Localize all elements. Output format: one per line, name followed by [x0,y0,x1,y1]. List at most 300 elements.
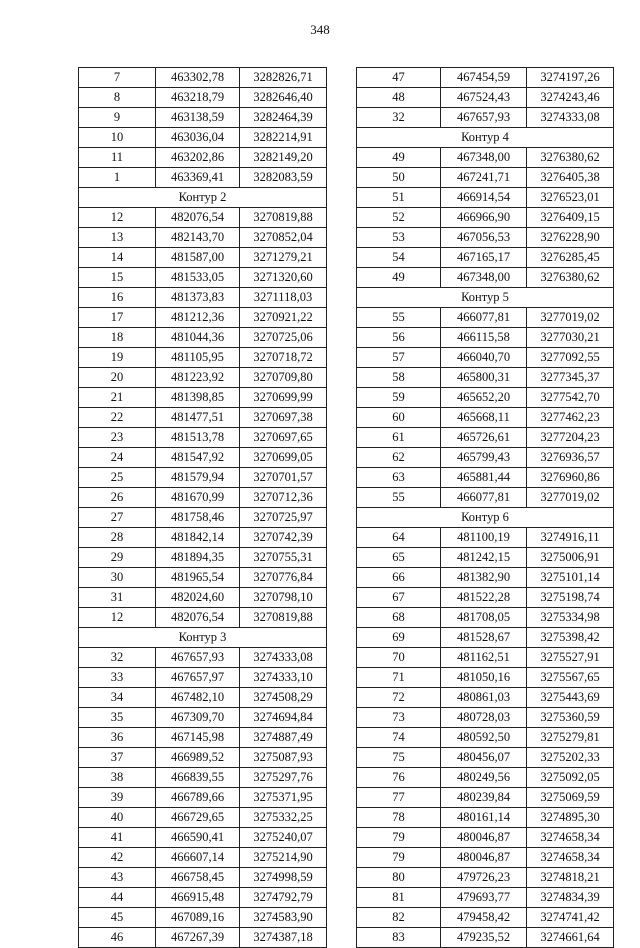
x-coordinate-cell: 480046,87 [441,828,527,848]
point-number-cell: 9 [79,108,156,128]
x-coordinate-cell: 465652,20 [441,388,527,408]
contour-header-row [79,188,327,208]
contour-header-row [357,128,614,148]
table-row [357,848,614,868]
y-coordinate-cell: 3275214,90 [240,848,327,868]
x-coordinate-cell: 481587,00 [156,248,240,268]
point-number-cell: 65 [357,548,441,568]
y-coordinate-cell: 3274887,49 [240,728,327,748]
point-number-cell: 40 [79,808,156,828]
table-row [357,628,614,648]
point-number-cell: 27 [79,508,156,528]
table-row [357,268,614,288]
y-coordinate-cell: 3270718,72 [240,348,327,368]
point-number-cell: 79 [357,848,441,868]
table-row [79,568,327,588]
point-number-cell: 35 [79,708,156,728]
table-row [79,328,327,348]
y-coordinate-cell: 3276380,62 [527,148,614,168]
y-coordinate-cell: 3275371,95 [240,788,327,808]
point-number-cell: 77 [357,788,441,808]
y-coordinate-cell: 3275092,05 [527,768,614,788]
point-number-cell: 16 [79,288,156,308]
table-row [79,688,327,708]
point-number-cell: 17 [79,308,156,328]
y-coordinate-cell: 3274792,79 [240,888,327,908]
x-coordinate-cell: 481533,05 [156,268,240,288]
table-row [357,188,614,208]
table-row [357,88,614,108]
x-coordinate-cell: 465668,11 [441,408,527,428]
point-number-cell: 70 [357,648,441,668]
y-coordinate-cell: 3271279,21 [240,248,327,268]
x-coordinate-cell: 481522,28 [441,588,527,608]
x-coordinate-cell: 466914,54 [441,188,527,208]
y-coordinate-cell: 3275443,69 [527,688,614,708]
coordinates-table-left [78,67,327,948]
point-number-cell: 24 [79,448,156,468]
x-coordinate-cell: 481477,51 [156,408,240,428]
y-coordinate-cell: 3276936,57 [527,448,614,468]
point-number-cell: 42 [79,848,156,868]
y-coordinate-cell: 3275006,91 [527,548,614,568]
table-row [357,368,614,388]
y-coordinate-cell: 3274741,42 [527,908,614,928]
table-row [79,528,327,548]
x-coordinate-cell: 467165,17 [441,248,527,268]
point-number-cell: 74 [357,728,441,748]
y-coordinate-cell: 3276228,90 [527,228,614,248]
contour-header-row [357,508,614,528]
x-coordinate-cell: 467454,59 [441,68,527,88]
table-row [357,148,614,168]
y-coordinate-cell: 3270819,88 [240,608,327,628]
point-number-cell: 47 [357,68,441,88]
y-coordinate-cell: 3282464,39 [240,108,327,128]
y-coordinate-cell: 3277019,02 [527,308,614,328]
point-number-cell: 82 [357,908,441,928]
point-number-cell: 8 [79,88,156,108]
table-row [357,208,614,228]
y-coordinate-cell: 3274658,34 [527,828,614,848]
y-coordinate-cell: 3274661,64 [527,928,614,948]
x-coordinate-cell: 479693,77 [441,888,527,908]
point-number-cell: 63 [357,468,441,488]
table-row [79,348,327,368]
table-row [79,208,327,228]
table-row [357,488,614,508]
table-row [357,248,614,268]
x-coordinate-cell: 482143,70 [156,228,240,248]
point-number-cell: 37 [79,748,156,768]
y-coordinate-cell: 3274834,39 [527,888,614,908]
x-coordinate-cell: 480728,03 [441,708,527,728]
table-row [79,748,327,768]
table-row [357,408,614,428]
y-coordinate-cell: 3275069,59 [527,788,614,808]
x-coordinate-cell: 467657,97 [156,668,240,688]
y-coordinate-cell: 3275332,25 [240,808,327,828]
point-number-cell: 73 [357,708,441,728]
x-coordinate-cell: 466839,55 [156,768,240,788]
y-coordinate-cell: 3274333,08 [527,108,614,128]
page-number: 348 [310,22,330,37]
x-coordinate-cell: 463202,86 [156,148,240,168]
point-number-cell: 53 [357,228,441,248]
table-row [357,688,614,708]
point-number-cell: 55 [357,488,441,508]
table-row [79,868,327,888]
table-row [357,228,614,248]
x-coordinate-cell: 479235,52 [441,928,527,948]
x-coordinate-cell: 481842,14 [156,528,240,548]
point-number-cell: 45 [79,908,156,928]
table-row [79,888,327,908]
table-row [79,408,327,428]
x-coordinate-cell: 463302,78 [156,68,240,88]
x-coordinate-cell: 481223,92 [156,368,240,388]
x-coordinate-cell: 482076,54 [156,208,240,228]
y-coordinate-cell: 3282149,20 [240,148,327,168]
point-number-cell: 36 [79,728,156,748]
x-coordinate-cell: 481050,16 [441,668,527,688]
point-number-cell: 26 [79,488,156,508]
y-coordinate-cell: 3275398,42 [527,628,614,648]
point-number-cell: 12 [79,208,156,228]
y-coordinate-cell: 3275360,59 [527,708,614,728]
x-coordinate-cell: 479726,23 [441,868,527,888]
table-row [357,548,614,568]
point-number-cell: 38 [79,768,156,788]
point-number-cell: 67 [357,588,441,608]
point-number-cell: 23 [79,428,156,448]
table-row [79,708,327,728]
x-coordinate-cell: 481373,83 [156,288,240,308]
coordinates-table-left-body [79,68,327,948]
point-number-cell: 50 [357,168,441,188]
y-coordinate-cell: 3276523,01 [527,188,614,208]
point-number-cell: 32 [79,648,156,668]
point-number-cell: 55 [357,308,441,328]
point-number-cell: 68 [357,608,441,628]
contour-header: Контур 6 [357,508,614,528]
point-number-cell: 61 [357,428,441,448]
y-coordinate-cell: 3275527,91 [527,648,614,668]
table-row [357,608,614,628]
table-row [357,648,614,668]
point-number-cell: 44 [79,888,156,908]
coordinates-table-right-body [357,68,614,948]
table-row [79,468,327,488]
x-coordinate-cell: 466758,45 [156,868,240,888]
x-coordinate-cell: 466729,65 [156,808,240,828]
contour-header: Контур 3 [79,628,327,648]
point-number-cell: 69 [357,628,441,648]
point-number-cell: 10 [79,128,156,148]
point-number-cell: 22 [79,408,156,428]
y-coordinate-cell: 3277204,23 [527,428,614,448]
table-row [357,908,614,928]
table-row [357,388,614,408]
y-coordinate-cell: 3274243,46 [527,88,614,108]
point-number-cell: 28 [79,528,156,548]
table-row [79,728,327,748]
point-number-cell: 41 [79,828,156,848]
x-coordinate-cell: 466989,52 [156,748,240,768]
y-coordinate-cell: 3275279,81 [527,728,614,748]
x-coordinate-cell: 481044,36 [156,328,240,348]
x-coordinate-cell: 481579,94 [156,468,240,488]
table-row [357,868,614,888]
y-coordinate-cell: 3274197,26 [527,68,614,88]
point-number-cell: 20 [79,368,156,388]
y-coordinate-cell: 3270697,65 [240,428,327,448]
point-number-cell: 76 [357,768,441,788]
x-coordinate-cell: 480046,87 [441,848,527,868]
point-number-cell: 72 [357,688,441,708]
x-coordinate-cell: 481513,78 [156,428,240,448]
table-row [79,388,327,408]
contour-header: Контур 5 [357,288,614,308]
table-row [79,488,327,508]
y-coordinate-cell: 3270725,06 [240,328,327,348]
table-row [357,68,614,88]
y-coordinate-cell: 3275240,07 [240,828,327,848]
x-coordinate-cell: 481758,46 [156,508,240,528]
x-coordinate-cell: 480161,14 [441,808,527,828]
x-coordinate-cell: 480592,50 [441,728,527,748]
table-row [357,768,614,788]
y-coordinate-cell: 3270699,99 [240,388,327,408]
y-coordinate-cell: 3275101,14 [527,568,614,588]
table-row [357,748,614,768]
x-coordinate-cell: 482024,60 [156,588,240,608]
x-coordinate-cell: 467241,71 [441,168,527,188]
x-coordinate-cell: 481242,15 [441,548,527,568]
table-row [79,828,327,848]
table-row [357,568,614,588]
contour-header-row [79,628,327,648]
table-row [79,148,327,168]
y-coordinate-cell: 3274895,30 [527,808,614,828]
x-coordinate-cell: 481547,92 [156,448,240,468]
point-number-cell: 57 [357,348,441,368]
point-number-cell: 52 [357,208,441,228]
x-coordinate-cell: 467657,93 [156,648,240,668]
point-number-cell: 48 [357,88,441,108]
x-coordinate-cell: 465881,44 [441,468,527,488]
table-row [79,268,327,288]
point-number-cell: 1 [79,168,156,188]
y-coordinate-cell: 3270699,05 [240,448,327,468]
table-row [357,308,614,328]
y-coordinate-cell: 3274658,34 [527,848,614,868]
y-coordinate-cell: 3270701,57 [240,468,327,488]
table-row [79,308,327,328]
x-coordinate-cell: 481670,99 [156,488,240,508]
y-coordinate-cell: 3275334,98 [527,608,614,628]
table-row [357,928,614,948]
y-coordinate-cell: 3275198,74 [527,588,614,608]
table-row [357,588,614,608]
x-coordinate-cell: 482076,54 [156,608,240,628]
x-coordinate-cell: 466607,14 [156,848,240,868]
table-row [79,668,327,688]
x-coordinate-cell: 467348,00 [441,148,527,168]
x-coordinate-cell: 481382,90 [441,568,527,588]
x-coordinate-cell: 467145,98 [156,728,240,748]
point-number-cell: 56 [357,328,441,348]
y-coordinate-cell: 3270709,80 [240,368,327,388]
x-coordinate-cell: 463218,79 [156,88,240,108]
table-row [79,248,327,268]
y-coordinate-cell: 3270776,84 [240,568,327,588]
table-row [79,68,327,88]
point-number-cell: 60 [357,408,441,428]
point-number-cell: 58 [357,368,441,388]
table-row [357,788,614,808]
y-coordinate-cell: 3277019,02 [527,488,614,508]
table-row [79,908,327,928]
table-row [357,808,614,828]
coordinates-table-right [356,67,614,948]
x-coordinate-cell: 480239,84 [441,788,527,808]
y-coordinate-cell: 3270725,97 [240,508,327,528]
x-coordinate-cell: 467089,16 [156,908,240,928]
x-coordinate-cell: 481162,51 [441,648,527,668]
y-coordinate-cell: 3276960,86 [527,468,614,488]
table-row [79,608,327,628]
y-coordinate-cell: 3270712,36 [240,488,327,508]
x-coordinate-cell: 463138,59 [156,108,240,128]
point-number-cell: 12 [79,608,156,628]
x-coordinate-cell: 466077,81 [441,488,527,508]
table-row [357,668,614,688]
table-row [357,168,614,188]
contour-header: Контур 2 [79,188,327,208]
table-row [357,528,614,548]
point-number-cell: 49 [357,148,441,168]
point-number-cell: 33 [79,668,156,688]
table-row [79,548,327,568]
x-coordinate-cell: 467267,39 [156,928,240,948]
x-coordinate-cell: 480249,56 [441,768,527,788]
point-number-cell: 79 [357,828,441,848]
x-coordinate-cell: 467056,53 [441,228,527,248]
table-row [357,468,614,488]
y-coordinate-cell: 3277462,23 [527,408,614,428]
x-coordinate-cell: 481708,05 [441,608,527,628]
y-coordinate-cell: 3275087,93 [240,748,327,768]
y-coordinate-cell: 3270852,04 [240,228,327,248]
point-number-cell: 31 [79,588,156,608]
x-coordinate-cell: 465726,61 [441,428,527,448]
x-coordinate-cell: 481212,36 [156,308,240,328]
point-number-cell: 11 [79,148,156,168]
y-coordinate-cell: 3274333,08 [240,648,327,668]
y-coordinate-cell: 3274583,90 [240,908,327,928]
point-number-cell: 29 [79,548,156,568]
y-coordinate-cell: 3275297,76 [240,768,327,788]
contour-header-row [357,288,614,308]
point-number-cell: 34 [79,688,156,708]
point-number-cell: 7 [79,68,156,88]
x-coordinate-cell: 467657,93 [441,108,527,128]
y-coordinate-cell: 3271118,03 [240,288,327,308]
point-number-cell: 64 [357,528,441,548]
y-coordinate-cell: 3276409,15 [527,208,614,228]
table-row [357,888,614,908]
point-number-cell: 46 [79,928,156,948]
x-coordinate-cell: 479458,42 [441,908,527,928]
point-number-cell: 30 [79,568,156,588]
x-coordinate-cell: 463036,04 [156,128,240,148]
point-number-cell: 32 [357,108,441,128]
point-number-cell: 49 [357,268,441,288]
point-number-cell: 80 [357,868,441,888]
y-coordinate-cell: 3282083,59 [240,168,327,188]
point-number-cell: 13 [79,228,156,248]
point-number-cell: 71 [357,668,441,688]
x-coordinate-cell: 465800,31 [441,368,527,388]
table-row [357,348,614,368]
table-row [79,88,327,108]
x-coordinate-cell: 481894,35 [156,548,240,568]
y-coordinate-cell: 3275567,65 [527,668,614,688]
table-row [79,448,327,468]
point-number-cell: 51 [357,188,441,208]
x-coordinate-cell: 466590,41 [156,828,240,848]
table-row [79,648,327,668]
table-row [79,428,327,448]
y-coordinate-cell: 3276405,38 [527,168,614,188]
y-coordinate-cell: 3271320,60 [240,268,327,288]
table-row [79,508,327,528]
y-coordinate-cell: 3270742,39 [240,528,327,548]
table-row [79,588,327,608]
y-coordinate-cell: 3276380,62 [527,268,614,288]
y-coordinate-cell: 3275202,33 [527,748,614,768]
x-coordinate-cell: 467524,43 [441,88,527,108]
y-coordinate-cell: 3274508,29 [240,688,327,708]
y-coordinate-cell: 3270819,88 [240,208,327,228]
x-coordinate-cell: 481965,54 [156,568,240,588]
y-coordinate-cell: 3276285,45 [527,248,614,268]
x-coordinate-cell: 466789,66 [156,788,240,808]
table-row [79,128,327,148]
table-row [357,428,614,448]
table-row [79,228,327,248]
table-row [79,368,327,388]
contour-header: Контур 4 [357,128,614,148]
table-row [79,928,327,948]
x-coordinate-cell: 465799,43 [441,448,527,468]
point-number-cell: 83 [357,928,441,948]
x-coordinate-cell: 466040,70 [441,348,527,368]
y-coordinate-cell: 3277542,70 [527,388,614,408]
point-number-cell: 75 [357,748,441,768]
point-number-cell: 15 [79,268,156,288]
y-coordinate-cell: 3277030,21 [527,328,614,348]
x-coordinate-cell: 480456,07 [441,748,527,768]
x-coordinate-cell: 480861,03 [441,688,527,708]
x-coordinate-cell: 467348,00 [441,268,527,288]
table-row [357,448,614,468]
point-number-cell: 14 [79,248,156,268]
x-coordinate-cell: 466077,81 [441,308,527,328]
y-coordinate-cell: 3270755,31 [240,548,327,568]
x-coordinate-cell: 481100,19 [441,528,527,548]
